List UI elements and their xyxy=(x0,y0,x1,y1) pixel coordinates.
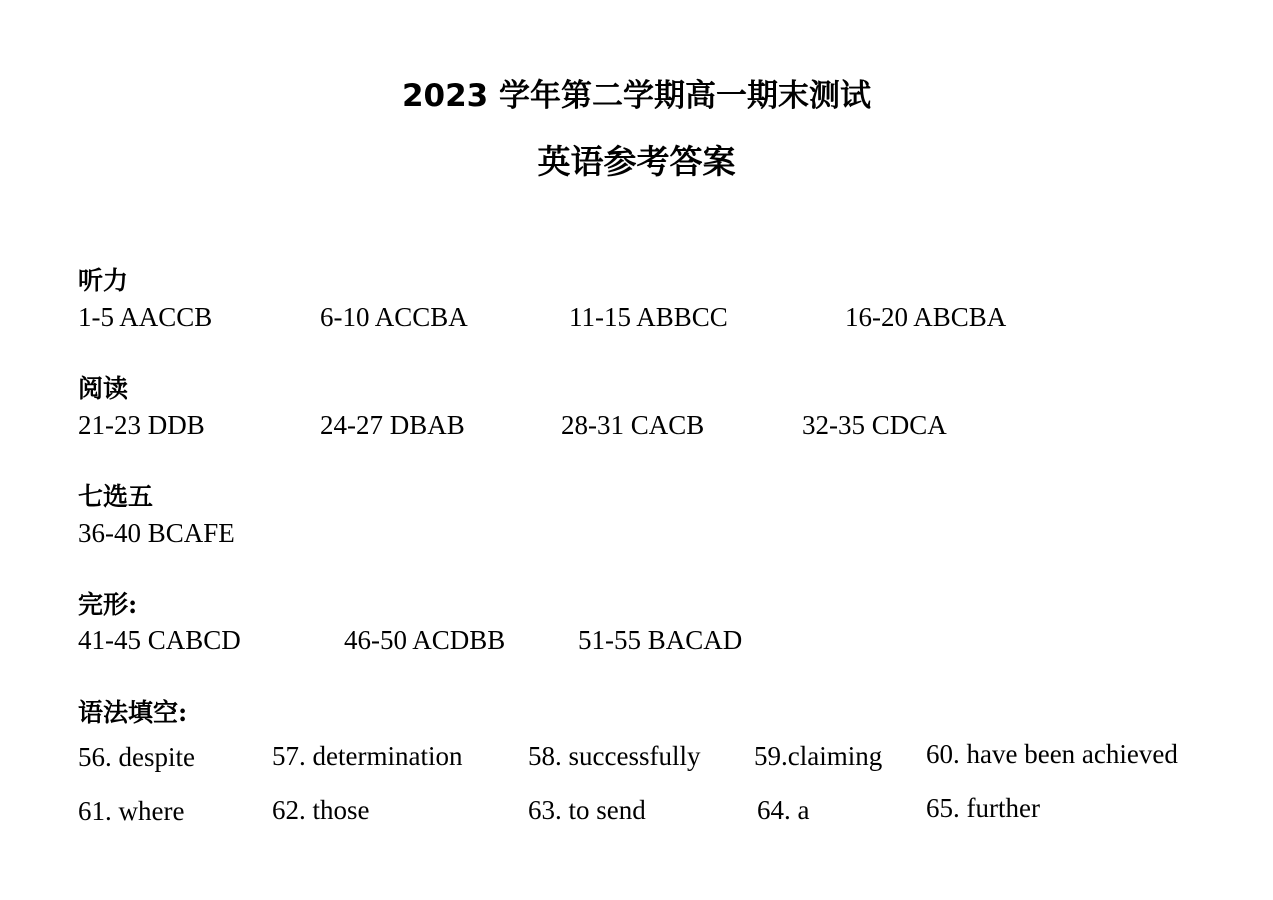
section-title-reading: 阅读 xyxy=(78,374,129,403)
answer-grammar-56: 56. despite xyxy=(78,742,195,772)
document-title: 2023 学年第二学期高一期末测试 xyxy=(401,78,872,114)
answer-reading-2: 24-27 DBAB xyxy=(320,410,465,440)
answer-grammar-65: 65. further xyxy=(926,793,1040,823)
answer-reading-1: 21-23 DDB xyxy=(78,410,205,440)
answer-grammar-62: 62. those xyxy=(272,795,370,825)
answer-cloze-2: 46-50 ACDBB xyxy=(344,625,506,655)
answer-grammar-60: 60. have been achieved xyxy=(926,739,1178,769)
answer-reading-4: 32-35 CDCA xyxy=(802,410,947,440)
answer-listening-1: 1-5 AACCB xyxy=(78,302,213,332)
answer-listening-4: 16-20 ABCBA xyxy=(845,302,1007,332)
answer-reading-3: 28-31 CACB xyxy=(561,410,705,440)
answer-cloze-3: 51-55 BACAD xyxy=(578,625,743,655)
answer-listening-2: 6-10 ACCBA xyxy=(320,302,468,332)
answer-grammar-64: 64. a xyxy=(757,795,810,825)
answer-seven-choose-five-1: 36-40 BCAFE xyxy=(78,518,235,548)
answer-grammar-58: 58. successfully xyxy=(528,741,701,771)
answer-grammar-63: 63. to send xyxy=(528,795,646,825)
document-subtitle: 英语参考答案 xyxy=(537,142,736,181)
section-title-listening: 听力 xyxy=(78,266,129,295)
section-title-grammar-fill: 语法填空: xyxy=(78,698,188,727)
answer-grammar-57: 57. determination xyxy=(272,741,463,771)
answer-grammar-59: 59.claiming xyxy=(754,741,883,771)
answer-listening-3: 11-15 ABBCC xyxy=(569,302,728,332)
answer-cloze-1: 41-45 CABCD xyxy=(78,625,241,655)
section-title-cloze: 完形: xyxy=(78,590,138,619)
answer-grammar-61: 61. where xyxy=(78,796,185,826)
section-title-seven-choose-five: 七选五 xyxy=(78,482,154,511)
